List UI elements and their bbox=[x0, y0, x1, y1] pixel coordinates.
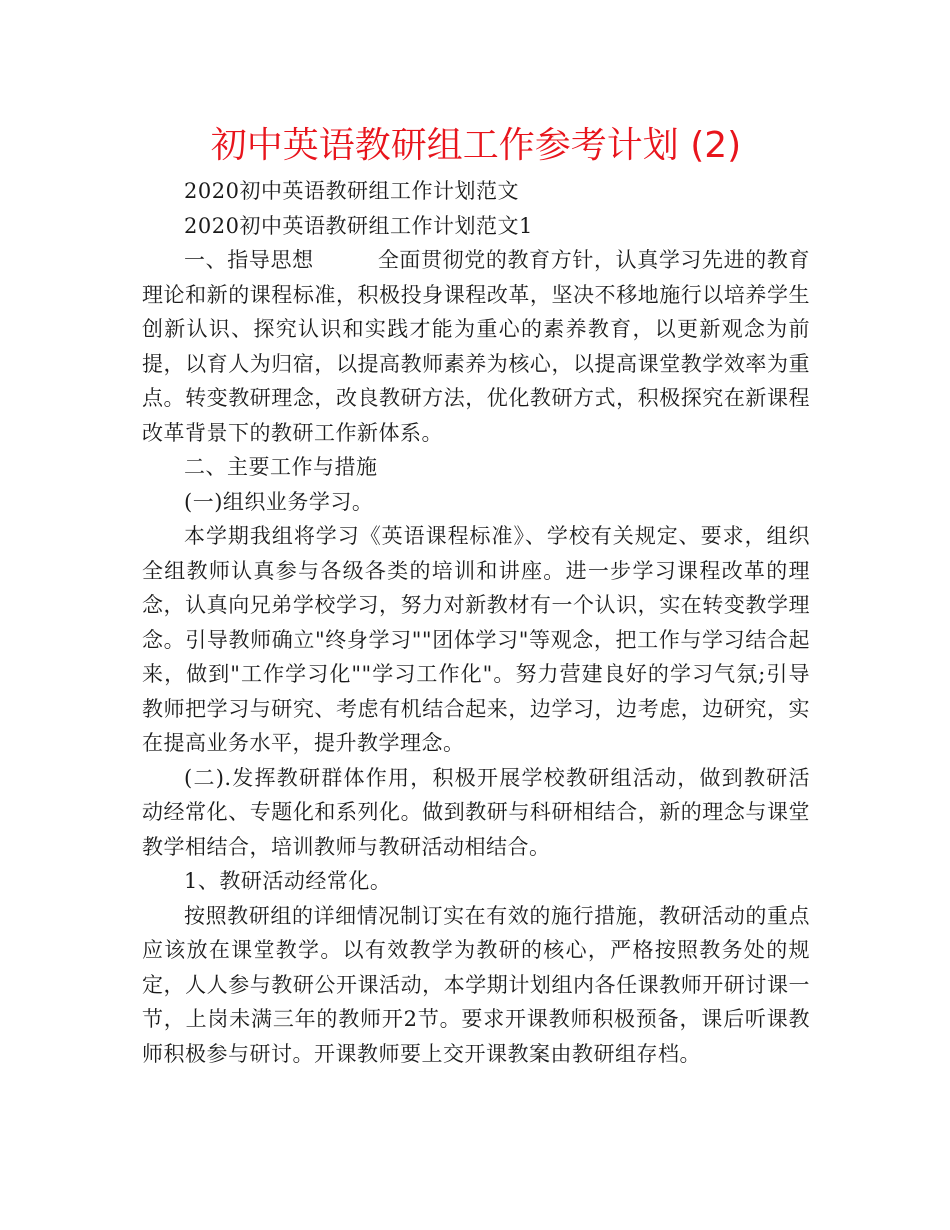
paragraph-regular-activities-body: 按照教研组的详细情况制订实在有效的施行措施，教研活动的重点应该放在课堂教学。以有效教学为教研的核心，严格按照教务处的规定，人人参与教研公开课活动，本学期计划组内各任课教师开研讨课一节，上岗未满三年的教师开2节。要求开课教师积极预备，课后听课教师积极参与研讨。开课教师要上交开课教案由教研组存档。 bbox=[142, 903, 810, 1066]
guiding-ideology-body: 全面贯彻党的教育方针，认真学习先进的教育理论和新的课程标准，积极投身课程改革，坚决不移地施行以培养学生创新认识、探究认识和实践才能为重心的素养教育，以更新观念为前提，以育人为归宿，以提高教师素养为核心，以提高课堂教学效率为重点。转变教研理念，改良教研方法，优化教研方式，积极探究在新课程改革背景下的教研工作新体系。 bbox=[142, 248, 811, 445]
paragraph-group-role: (二).发挥教研群体作用，积极开展学校教研组活动，做到教研活动经常化、专题化和系列化。做到教研与科研相结合，新的理念与课堂教学相结合，培训教师与教研活动相结合。 bbox=[142, 765, 810, 859]
section-heading-main-work: 二、主要工作与措施 bbox=[184, 455, 378, 479]
paragraph-study-body: 本学期我组将学习《英语课程标准》、学校有关规定、要求，组织全组教师认真参与各级各类的培训和讲座。进一步学习课程改革的理念，认真向兄弟学校学习，努力对新教材有一个认识，实在转变教学理念。引导教师确立"终身学习""团体学习"等观念，把工作与学习结合起来，做到"工作学习化""学习工作化"。努力营建良好的学习气氛;引导教师把学习与研究、考虑有机结合起来，边学习，边考虑，边研究，实在提高业务水平，提升教学理念。 bbox=[142, 524, 810, 755]
subsection-heading-study: (一)组织业务学习。 bbox=[184, 489, 374, 514]
subsection-heading-regular-activities: 1、教研活动经常化。 bbox=[184, 869, 392, 893]
paragraph-guiding-ideology bbox=[142, 243, 810, 450]
document-page bbox=[142, 118, 810, 1071]
section-heading-guiding-ideology: 一、指导思想 bbox=[184, 248, 314, 272]
paragraph-subtitle-2: 2020初中英语教研组工作计划范文1 bbox=[184, 213, 533, 238]
document-title: 初中英语教研组工作参考计划 (2) bbox=[210, 125, 742, 166]
paragraph-subtitle-1: 2020初中英语教研组工作计划范文 bbox=[184, 179, 519, 203]
